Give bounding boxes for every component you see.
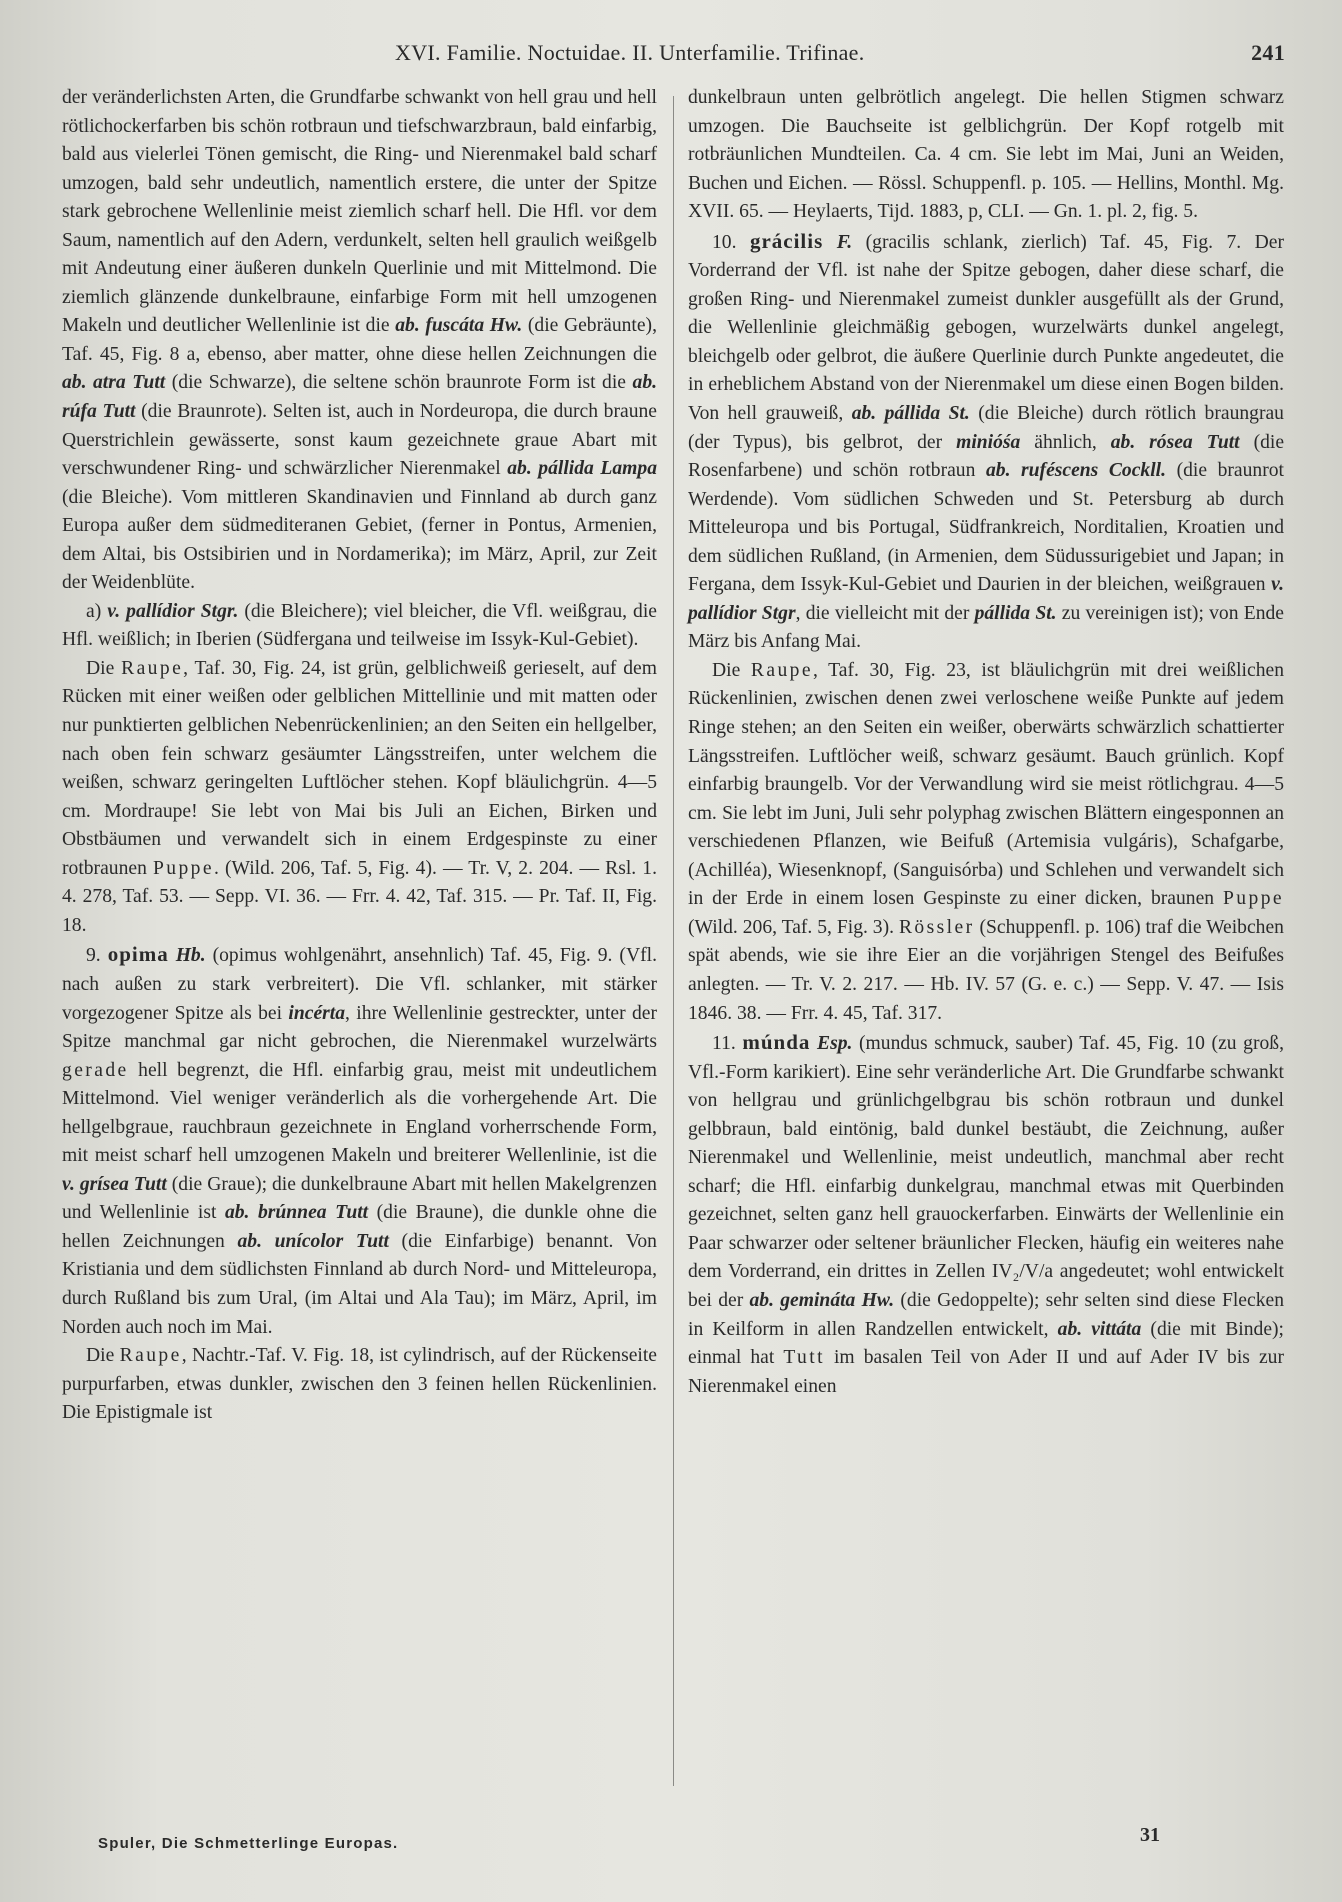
- taxon-name: v. pallídior Stgr: [688, 574, 1284, 624]
- taxon-name: ab. brúnnea Tutt: [224, 1202, 369, 1224]
- taxon-name: ab. gemináta Hw.: [749, 1289, 895, 1311]
- right-column: [688, 84, 1284, 1401]
- taxon-name: ab. fuscáta Hw.: [395, 315, 523, 337]
- page-number: 241: [1251, 40, 1285, 65]
- footer-imprint: Spuler, Die Schmetterlinge Europas.: [98, 1835, 399, 1852]
- left-column: [62, 84, 657, 1428]
- paragraph: a) v. pallídior Stgr. (die Bleichere); viel bleicher, die Vfl. weißgrau, die Hfl. weißlich; in Iberien (Südfergana und teilweise im Issyk-Kul-Gebiet).: [62, 600, 657, 651]
- paragraph: dunkelbraun unten gelbrötlich angelegt. Die hellen Stigmen schwarz umzogen. Die Bauchseite ist gelblichgrün. Der Kopf rotgelb mit rotbräunlichen Mundteilen. Ca. 4 cm. Sie lebt im Mai, Juni an Weiden, Buchen und Eichen. — Rössl. Schuppenfl. p. 105. — Hellins, Monthl. Mg. XVII. 65. — Heylaerts, Tijd. 1883, p, CLI. — Gn. 1. pl. 2, fig. 5.: [688, 87, 1284, 223]
- species-entry: 11. múnda Esp. (mundus schmuck, sauber) Taf. 45, Fig. 10 (zu groß, Vfl.-Form karikiert). Eine sehr veränderliche Art. Die Grundfarbe schwankt von hellgrau und grünlichgelbgrau bis schön rotbraun und dunkel gelbbraun, bald eintönig, bald dunkel bestäubt, die Zeichnung, außer Nierenmakel und Wellenlinie, meist undeutlich, manchmal aber recht scharf; die Hfl. einfarbig dunkelgrau, manchmal etwas mit Querbinden gezeichnet, selten ganz hell grauockerfarben. Einwärts der Wellenlinie ein Paar schwarzer oder seltener bräunlicher Flecken, häufig ein weiteres nahe dem Vorderrand, ein drittes in Zellen IV₂/V/a angedeutet; wohl entwickelt bei der ab. gemináta Hw. (die Gedoppelte); sehr selten sind diese Flecken in Keilform in allen Randzellen entwickelt, ab. vittáta (die mit Binde); einmal hat Tutt im basalen Teil von Ader II und auf Ader IV bis zur Nierenmakel einen: [688, 1030, 1284, 1397]
- species-entry: 10. grácilis F. (gracilis schlank, zierlich) Taf. 45, Fig. 7. Der Vorderrand der Vfl. ist nahe der Spitze gebogen, daher diese scharf, die großen Ring- und Nierenmakel zumeist dunkler ausgefüllt als der Grund, die Wellenlinie gleichmäßig gebogen, wurzelwärts dunkel angelegt, bleichgelb oder gelbrot, die äußere Querlinie durch Punkte angedeutet, die in erheblichem Abstand von der Nierenmakel um diese einen Bogen bilden. Von hell grauweiß, ab. pállida St. (die Bleiche) durch rötlich braungrau (der Typus), bis gelbrot, der minióśa ähnlich, ab. rósea Tutt (die Rosenfarbene) und schön rotbraun ab. ruféscens Cockll. (die braunrot Werdende). Vom südlichen Schweden und St. Petersburg ab durch Mitteleuropa und bis Portugal, Südfrankreich, Norditalien, Kroatien und dem südlichen Rußland, (in Armenien, dem Südussurigebiet und Japan; in Fergana, dem Issyk-Kul-Gebiet und Daurien in der bleichen, weißgrauen v. pallídior Stgr, die vielleicht mit der pállida St. zu vereinigen ist); von Ende März bis Anfang Mai.: [688, 228, 1285, 653]
- taxon-name: pállida St.: [974, 602, 1057, 624]
- taxon-name: ab. pállida St.: [851, 403, 970, 425]
- running-title: XVI. Familie. Noctuidae. II. Unterfamilie. Trifinae.: [395, 40, 865, 65]
- taxon-name: v. pallídior Stgr.: [107, 600, 239, 622]
- species-name: múnda: [742, 1030, 811, 1055]
- taxon-name: ab. rósea Tutt: [1110, 431, 1240, 453]
- taxon-name: ab. vittáta: [1057, 1318, 1142, 1340]
- species-entry: 9. opima Hb. (opimus wohlgenährt, ansehnlich) Taf. 45, Fig. 9. (Vfl. nach außen zu stark verbreitert). Die Vfl. schlanker, mit stärker vorgezogener Spitze als bei incérta, ihre Wellenlinie gestreckter, unter der Spitze manchmal gar nicht gebrochen, die Nierenmakel wurzelwärts gerade hell begrenzt, die Hfl. einfarbig grau, meist mit undeutlichem Mittelmond. Viel weniger veränderlich als die vorhergehende Art. Die hellgelbgraue, rauchbraun gezeichnete in England vorherrschende Form, mit meist scharf hell umzogenen Makeln und breiterer Wellenlinie, ist die v. grísea Tutt (die Graue); die dunkelbraune Abart mit hellen Makelgrenzen und Wellenlinie ist ab. brúnnea Tutt (die Braune), die dunkle ohne die hellen Zeichnungen ab. unícolor Tutt (die Einfarbige) benannt. Von Kristiania und dem südlichsten Finnland ab durch Nord- und Mitteleuropa, durch Rußland bis zum Ural, (im Altai und Ala Tau); im März, April, im Norden auch noch im Mai.: [62, 942, 658, 1338]
- species-name: opima: [107, 942, 169, 967]
- signature-mark: 31: [1140, 1824, 1160, 1846]
- column-divider: [673, 96, 674, 1786]
- taxon-name: ab. rúfa Tutt: [62, 372, 658, 423]
- running-header: [395, 40, 1285, 66]
- taxon-name: incérta: [288, 1002, 346, 1024]
- taxon-name: ab. ruféscens Cockll.: [985, 460, 1167, 482]
- paragraph: der veränderlichsten Arten, die Grundfarbe schwankt von hell grau und hell rötlichockerfarben bis schön rotbraun und tiefschwarzbraun, bald einfarbig, bald aus vielerlei Tönen gemischt, die Ring- und Nierenmakel bald scharf umzogen, bald sehr undeutlich, namentlich erstere, die unter der Spitze stark gebrochene Wellenlinie meist ziemlich scharf hell. Die Hfl. vor dem Saum, namentlich auf den Adern, verdunkelt, selten hell graulich weißgelb mit Andeutung einer äußeren dunkeln Querlinie und mit Mittelmond. Die ziemlich glänzende dunkelbraune, einfarbige Form mit hell umzogenen Makeln und deutlicher Wellenlinie ist die ab. fuscáta Hw. (die Gebräunte), Taf. 45, Fig. 8 a, ebenso, aber matter, ohne diese hellen Zeichnungen die ab. atra Tutt (die Schwarze), die seltene schön braunrote Form ist die ab. rúfa Tutt (die Braunrote). Selten ist, auch in Nordeuropa, die durch braune Querstrichlein gewässerte, sonst kaum gezeichnete graue Abart mit verschwundener Ring- und schwärzlicher Nierenmakel ab. pállida Lampa (die Bleiche). Vom mittleren Skandinavien und Finnland ab durch ganz Europa außer dem südmediteranen Gebiet, (ferner in Pontus, Armenien, dem Altai, bis Ostsibirien und in Nordamerika); im März, April, zur Zeit der Weidenblüte.: [62, 87, 658, 594]
- paragraph: Die Raupe, Nachtr.-Taf. V. Fig. 18, ist cylindrisch, auf der Rückenseite purpurfarben, etwas dunkler, zwischen den 3 feinen hellen Rückenlinien. Die Epistigmale ist: [62, 1345, 657, 1424]
- species-name: grácilis: [749, 228, 824, 253]
- taxon-name: ab. pállida Lampa: [507, 458, 657, 480]
- paragraph: Die Raupe, Taf. 30, Fig. 24, ist grün, gelblichweiß gerieselt, auf dem Rücken mit einer weißen oder gelblichen Mittellinie und mit matten oder nur punktierten gelblichen Nebenrückenlinien; an den Seiten ein hellgelber, nach oben fein schwarz gesäumter Längsstreifen, unter welchem die weißen, schwarz geringelten Luftlöcher stehen. Kopf bläulichgrün. 4—5 cm. Mordraupe! Sie lebt von Mai bis Juli an Eichen, Birken und Obstbäumen und verwandelt sich in einem Erdgespinste zu einer rotbraunen Puppe. (Wild. 206, Taf. 5, Fig. 4). — Tr. V, 2. 204. — Rsl. 1. 4. 278, Taf. 53. — Sepp. VI. 36. — Frr. 4. 42, Taf. 315. — Pr. Taf. II, Fig. 18.: [62, 657, 657, 936]
- taxon-name: ab. atra Tutt: [62, 372, 166, 394]
- paragraph: Die Raupe, Taf. 30, Fig. 23, ist bläulichgrün mit drei weißlichen Rückenlinien, zwischen denen zwei verloschene weiße Punkte auf jedem Ringe stehen; an den Seiten ein weißer, oberwärts schwärzlich schattierter Längsstreifen. Luftlöcher weiß, schwarz gesäumt. Bauch grünlich. Kopf einfarbig braungelb. Vor der Verwandlung wird sie meist rötlichgrau. 4—5 cm. Sie lebt im Juni, Juli sehr polyphag zwischen Blättern eingesponnen an verschiedenen Pflanzen, wie Beifuß (Artemisia vulgáris), Schafgarbe, (Achilléa), Wiesenknopf, (Sanguisórba) und Schlehen und verwandelt sich in der Erde in einem losen Gespinste zu einer dicken, braunen Puppe (Wild. 206, Taf. 5, Fig. 3). Rössler (Schuppenfl. p. 106) traf die Weibchen spät abends, wie sie ihre Eier an die vorjährigen Stengel des Beifußes anlegten. — Tr. V. 2. 217. — Hb. IV. 57 (G. e. c.) — Sepp. V. 47. — Isis 1846. 38. — Frr. 4. 45, Taf. 317.: [688, 659, 1284, 1024]
- taxon-name: ab. unícolor Tutt: [237, 1230, 389, 1252]
- taxon-name: minióśa: [956, 431, 1021, 453]
- taxon-name: v. grísea Tutt: [62, 1173, 167, 1195]
